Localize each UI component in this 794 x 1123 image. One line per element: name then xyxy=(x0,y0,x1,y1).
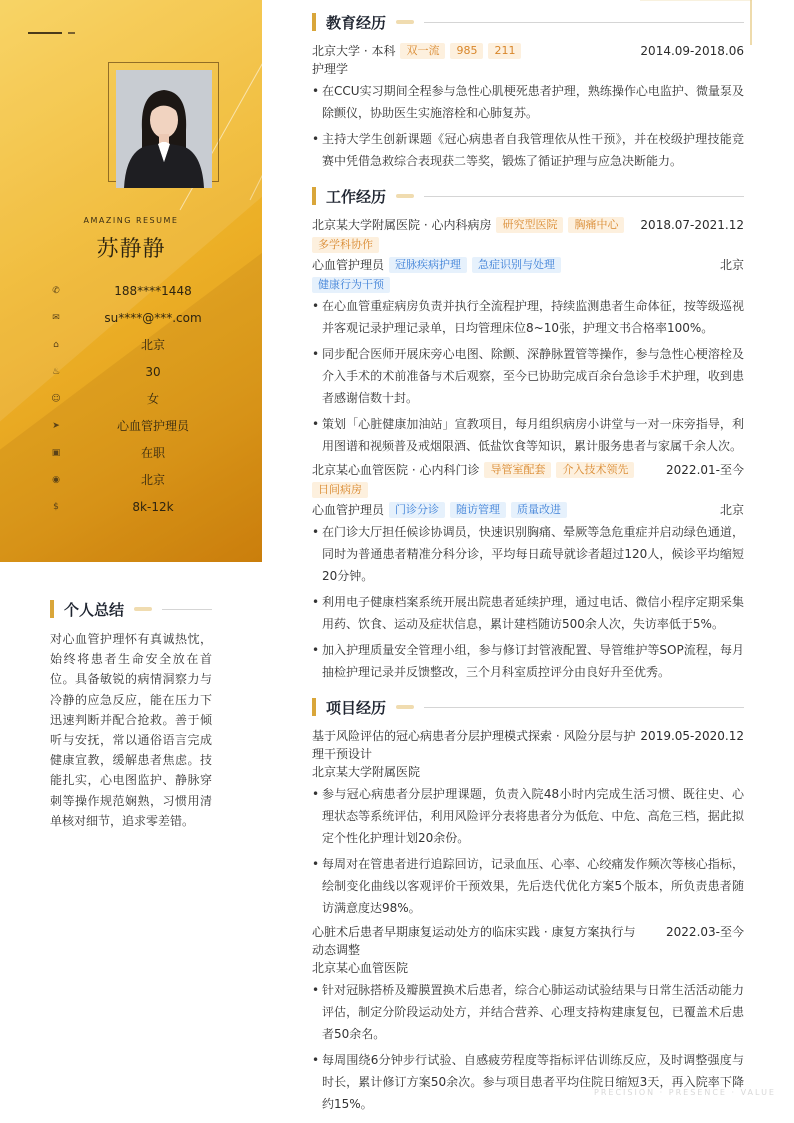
send-icon: ➤ xyxy=(52,420,60,431)
work-org: 北京某大学附属医院 · 心内科病房 xyxy=(312,218,492,232)
footer-watermark: PRECISION · PRESENCE · VALUE xyxy=(594,1088,776,1097)
summary-text: 对心血管护理怀有真诚热忱，始终将患者生命安全放在首位。具备敏锐的病情洞察力与冷静的应急反应，能在压力下迅速判断并配合抢救。善于倾听与安抚，常以通俗语言完成健康宣教，缓解患者焦虑。技能扎实，心电图监护、静脉穿刺等操作规范娴熟，习惯用清单核对细节，追求零差错。 xyxy=(50,632,212,828)
salary-icon: $ xyxy=(53,501,59,512)
info-row-home xyxy=(48,331,238,358)
project-name: 基于风险评估的冠心病患者分层护理模式探索 · 风险分层与护理干预设计 xyxy=(312,729,636,761)
project-org: 北京某心血管医院 xyxy=(312,961,409,975)
skill-tag: 急症识别与处理 xyxy=(472,257,561,273)
info-text: 8k-12k xyxy=(132,499,174,514)
work-date: 2018.07-2021.12 xyxy=(640,218,744,232)
decorative-dash xyxy=(28,32,62,34)
work-section xyxy=(312,186,744,683)
list-item: • 在心血管重症病房负责并执行全流程护理，持续监测患者生命体征，按等级巡视并客观记录护理记录单，日均管理床位8~10张，护理文书合格率100%。 xyxy=(312,295,744,339)
work-entry xyxy=(312,216,744,457)
resume-tagline: AMAZING RESUME xyxy=(83,216,179,225)
work-entry xyxy=(312,461,744,683)
list-item: • 加入护理质量安全管理小组，参与修订封管液配置、导管维护等SOP流程，每月抽检护理记录并反馈整改，三个月科室质控评分由良好升至优秀。 xyxy=(312,639,744,683)
list-item: • 参与冠心病患者分层护理课题，负责入院48小时内完成生活习惯、既往史、心理状态等系统评估，利用风险评分表将患者分为低危、中危、高危三档，据此拟定个性化护理计划20余份。 xyxy=(312,783,744,849)
info-row-phone xyxy=(48,277,238,304)
info-row-gender xyxy=(48,385,238,412)
section-accent-bar xyxy=(312,13,316,31)
decorative-dash-short xyxy=(68,32,75,34)
list-item: • 策划「心脏健康加油站」宣教项目，每月组织病房小讲堂与一对一床旁指导，利用图谱和视频普及戒烟限酒、低盐饮食等知识，累计服务患者与家属千余人次。 xyxy=(312,413,744,457)
main-column xyxy=(312,12,744,1119)
project-entry xyxy=(312,923,744,1115)
education-title: 教育经历 xyxy=(326,13,387,32)
list-item: • 利用电子健康档案系统开展出院患者延续护理，通过电话、微信小程序定期采集用药、饮食、运动及症状信息，累计建档随访500余人次，失访率低于5%。 xyxy=(312,591,744,635)
skill-tag: 随访管理 xyxy=(450,502,506,518)
work-org-line xyxy=(312,216,640,253)
info-text: 女 xyxy=(146,392,159,406)
info-text: 在职 xyxy=(140,446,165,460)
projects-title: 项目经历 xyxy=(326,698,387,717)
section-accent-bar xyxy=(50,600,54,618)
work-role-line xyxy=(312,501,567,519)
work-role-row xyxy=(312,501,744,519)
project-org: 北京某大学附属医院 xyxy=(312,765,421,779)
candidate-name: 苏静静 xyxy=(96,237,166,262)
section-divider xyxy=(424,707,744,708)
education-section-header xyxy=(312,12,744,32)
contact-info-list xyxy=(48,277,238,520)
section-pill xyxy=(396,194,414,198)
info-row-status xyxy=(48,439,238,466)
list-item: • 每周围绕6分钟步行试验、自感疲劳程度等指标评估训练反应，及时调整强度与时长，累计修订方案50余次。参与项目患者平均住院日缩短3天，再入院率下降约15%。 xyxy=(312,1049,744,1115)
work-title: 工作经历 xyxy=(326,187,387,206)
school-tag: 双一流 xyxy=(400,43,445,59)
skill-tag: 冠脉疾病护理 xyxy=(389,257,467,273)
project-bullets xyxy=(312,783,744,919)
location-pin-icon: ◉ xyxy=(52,474,60,485)
projects-section xyxy=(312,697,744,1115)
project-name: 心脏术后患者早期康复运动处方的临床实践 · 康复方案执行与动态调整 xyxy=(312,925,636,957)
info-text: 30 xyxy=(145,364,161,379)
education-date: 2014.09-2018.06 xyxy=(640,44,744,58)
list-item: • 同步配合医师开展床旁心电图、除颤、深静脉置管等操作，参与急性心梗溶栓及介入手术的术前准备与术后观察，至今已协助完成百余台急诊手术护理，收到患者感谢信数十封。 xyxy=(312,343,744,409)
work-role: 心血管护理员 xyxy=(312,503,385,517)
education-bullets xyxy=(312,80,744,172)
work-role: 心血管护理员 xyxy=(312,258,385,272)
education-major: 护理学 xyxy=(312,62,349,76)
info-row-target-city xyxy=(48,466,238,493)
section-pill xyxy=(134,607,152,611)
work-bullets xyxy=(312,521,744,683)
work-org: 北京某心血管医院 · 心内科门诊 xyxy=(312,463,480,477)
school-name: 北京大学 · 本科 xyxy=(312,44,396,58)
briefcase-icon: ▣ xyxy=(51,447,61,458)
email-icon: ✉ xyxy=(52,312,60,323)
project-title-row xyxy=(312,727,744,763)
summary-title: 个人总结 xyxy=(64,600,125,619)
section-divider xyxy=(424,196,744,197)
phone-icon: ✆ xyxy=(52,285,60,296)
skill-tag: 健康行为干预 xyxy=(312,277,390,293)
info-row-age xyxy=(48,358,238,385)
info-text: 北京 xyxy=(140,473,165,487)
work-role-row xyxy=(312,256,744,293)
summary-section-header xyxy=(50,600,212,618)
project-date: 2022.03-至今 xyxy=(666,925,744,939)
section-accent-bar xyxy=(312,187,316,205)
list-item: • 针对冠脉搭桥及瓣膜置换术后患者，综合心肺运动试验结果与日常生活活动能力评估，制定分阶段运动处方，并结合营养、心理支持构建康复包，已覆盖术后患者50余名。 xyxy=(312,979,744,1045)
home-icon: ⌂ xyxy=(53,339,59,350)
project-name-line xyxy=(312,923,642,959)
info-row-job-intent xyxy=(48,412,238,439)
education-section xyxy=(312,12,744,172)
section-pill xyxy=(396,20,414,24)
profile-photo xyxy=(116,70,212,188)
org-tag: 研究型医院 xyxy=(496,217,563,233)
info-row-email xyxy=(48,304,238,331)
org-tag: 导管室配套 xyxy=(484,462,551,478)
project-date: 2019.05-2020.12 xyxy=(640,729,744,743)
section-accent-bar xyxy=(312,698,316,716)
org-tag: 日间病房 xyxy=(312,482,368,498)
list-item: • 每周对在管患者进行追踪回访，记录血压、心率、心绞痛发作频次等核心指标，绘制变化曲线以客观评价干预效果，先后迭代优化方案5个版本，所负责患者随访满意度达98%。 xyxy=(312,853,744,919)
info-row-salary xyxy=(48,493,238,520)
section-divider xyxy=(424,22,744,23)
work-date: 2022.01-至今 xyxy=(666,463,744,477)
project-name-line xyxy=(312,727,640,763)
info-text: su****@***.com xyxy=(104,310,202,325)
skill-tag: 质量改进 xyxy=(511,502,567,518)
work-section-header xyxy=(312,186,744,206)
section-divider xyxy=(162,609,212,610)
list-item: • 在CCU实习期间全程参与急性心肌梗死患者护理，熟练操作心电监护、微量泵及除颤仪，协助医生实施溶栓和心肺复苏。 xyxy=(312,80,744,124)
project-entry xyxy=(312,727,744,919)
work-org-line xyxy=(312,461,642,498)
education-school-line xyxy=(312,42,521,60)
list-item: • 在门诊大厅担任候诊协调员，快速识别胸痛、晕厥等急危重症并启动绿色通道，同时为普通患者精准分科分诊，平均每日疏导就诊者超过120人，候诊平均缩短20分钟。 xyxy=(312,521,744,587)
education-row xyxy=(312,42,744,60)
work-org-row xyxy=(312,461,744,498)
gender-icon: ☺ xyxy=(51,393,61,404)
project-title-row xyxy=(312,923,744,959)
work-city: 北京 xyxy=(719,258,744,272)
projects-section-header xyxy=(312,697,744,717)
section-pill xyxy=(396,705,414,709)
org-tag: 介入技术领先 xyxy=(556,462,634,478)
sidebar-profile-panel xyxy=(0,0,262,562)
org-tag: 多学科协作 xyxy=(312,237,379,253)
skill-tag: 门诊分诊 xyxy=(389,502,445,518)
work-city: 北京 xyxy=(719,503,744,517)
work-bullets xyxy=(312,295,744,457)
work-role-line xyxy=(312,256,642,293)
org-tag: 胸痛中心 xyxy=(568,217,624,233)
info-text: 北京 xyxy=(140,338,165,352)
cake-icon: ♨ xyxy=(51,366,61,377)
work-org-row xyxy=(312,216,744,253)
school-tag: 985 xyxy=(450,43,483,59)
info-text: 心血管护理员 xyxy=(116,419,189,433)
list-item: • 主持大学生创新课题《冠心病患者自我管理依从性干预》，并在校级护理技能竞赛中凭借急救综合表现获二等奖，锻炼了循证护理与应急决断能力。 xyxy=(312,128,744,172)
info-text: 188****1448 xyxy=(114,283,192,298)
school-tag: 211 xyxy=(488,43,521,59)
